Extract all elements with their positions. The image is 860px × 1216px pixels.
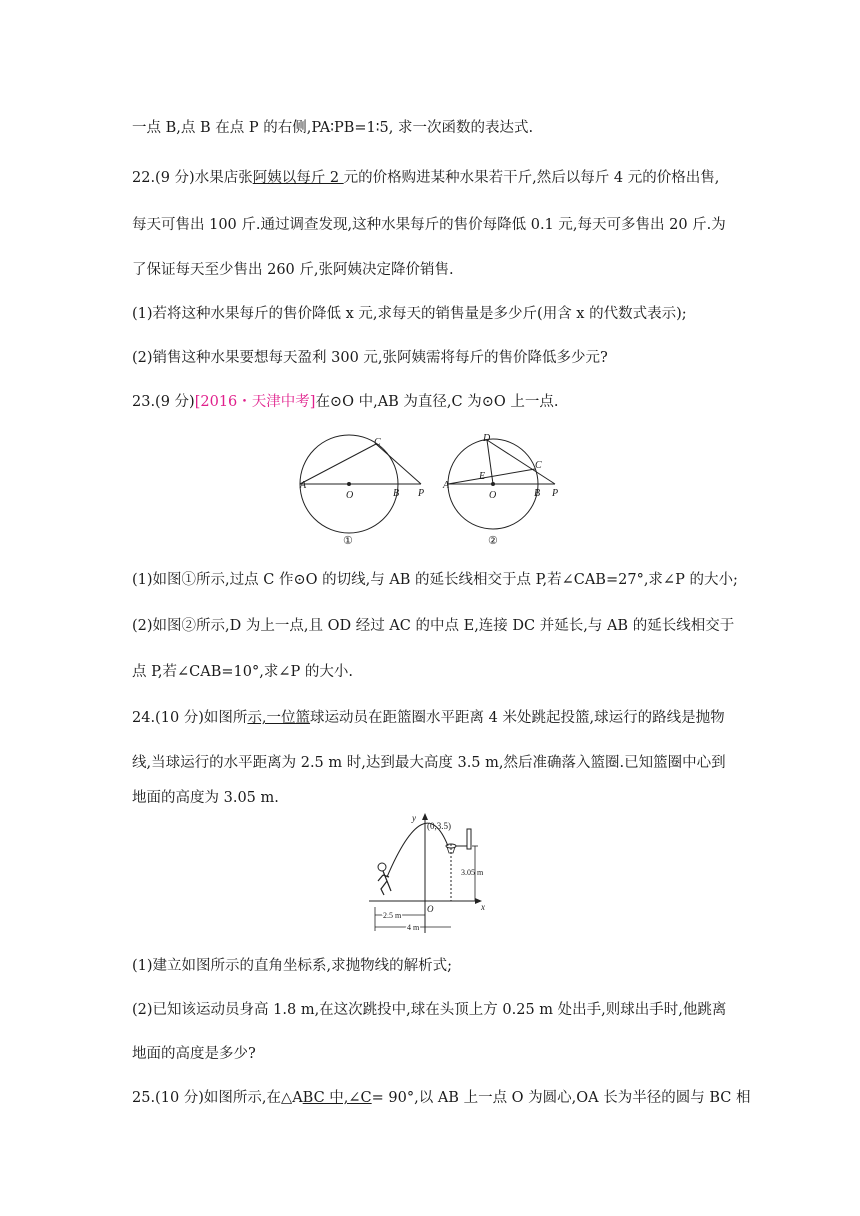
q22-line-3: 了保证每天至少售出 260 斤,张阿姨决定降价销售. [132,262,454,278]
caption-1: ① [343,535,353,547]
chord-ac [300,444,376,484]
label-a: A [300,480,307,491]
label-o: O [489,490,497,501]
q23-source: [2016・天津中考] [194,394,316,410]
q23-figure-1 [290,432,440,547]
tangent-cp [376,444,421,484]
player-head [378,863,386,871]
label-origin: O [427,904,434,914]
label-2-5m: 2.5 m [383,911,402,920]
q25-line-1: 25.(10 分)如图所示,在△ABC 中,∠C= 90°,以 AB 上一点 O 为圆心,OA 长为半径的圆与 BC 相 [132,1090,751,1106]
label-d: D [483,433,491,444]
q24-part-2-line-1: (2)已知该运动员身高 1.8 m,在这次跳投中,球在头顶上方 0.25 m 处出手,则球出手时,他跳离 [132,1002,727,1018]
center-dot [491,482,495,486]
q22-line-1: 22.(9 分)水果店张阿姨以每斤 2 元的价格购进某种水果若干斤,然后以每斤 4 元的价格出售, [132,170,720,186]
q22-part-1: (1)若将这种水果每斤的售价降低 x 元,求每天的销售量是多少斤(用含 x 的代数式表示); [132,306,687,322]
player-body [378,871,391,895]
label-x: x [481,902,485,912]
label-p: P [552,488,559,499]
q24-line-3: 地面的高度为 3.05 m. [132,790,279,806]
q24-line-2: 线,当球运行的水平距离为 2.5 m 时,达到最大高度 3.5 m,然后准确落入篮圈.已知篮圈中心到 [132,755,726,771]
y-axis-arrow [422,813,428,820]
q23-part-2-line-1: (2)如图②所示,D 为上一点,且 OD 经过 AC 的中点 E,连接 DC 并延长,与 AB 的延长线相交于 [132,618,735,634]
q23-part-2-line-2: 点 P,若∠CAB=10°,求∠P 的大小. [132,664,353,680]
q24-line-1: 24.(10 分)如图所示,一位篮球运动员在距篮圈水平距离 4 米处跳起投篮,球运行的路线是抛物 [132,710,725,726]
label-4m: 4 m [407,923,420,932]
q22-line-2: 每天可售出 100 斤.通过调查发现,这种水果每斤的售价每降低 0.1 元,每天可多售出 20 斤.为 [132,217,726,233]
caption-2: ② [488,535,498,547]
label-b: B [534,488,541,499]
ball-trajectory [387,823,448,877]
q23-figure-2 [438,432,568,547]
label-b: B [393,488,400,499]
q21-tail: 一点 B,点 B 在点 P 的右侧,PA∶PB=1∶5, 求一次函数的表达式. [132,120,534,136]
label-a: A [443,480,450,491]
q24-figure [365,803,500,938]
q23-part-1: (1)如图①所示,过点 C 作⊙O 的切线,与 AB 的延长线相交于点 P,若∠CAB=27°,求∠P 的大小; [132,572,738,588]
label-p: P [418,488,425,499]
label-c: C [535,460,542,471]
label-e: E [479,471,486,482]
label-o: O [346,490,354,501]
q23-stem: 23.(9 分)[2016・天津中考]在⊙O 中,AB 为直径,C 为⊙O 上一点. [132,394,559,410]
q24-part-1: (1)建立如图所示的直角坐标系,求抛物线的解析式; [132,958,453,974]
q22-part-2: (2)销售这种水果要想每天盈利 300 元,张阿姨需将每斤的售价降低多少元? [132,350,608,366]
line-dp [487,440,555,484]
center-dot [347,482,351,486]
label-c: C [374,437,381,448]
label-height: 3.05 m [461,868,484,877]
backboard [467,829,471,849]
q24-part-2-line-2: 地面的高度是多少? [132,1046,256,1062]
label-y: y [412,813,416,823]
label-peak: (0,3.5) [427,821,451,831]
